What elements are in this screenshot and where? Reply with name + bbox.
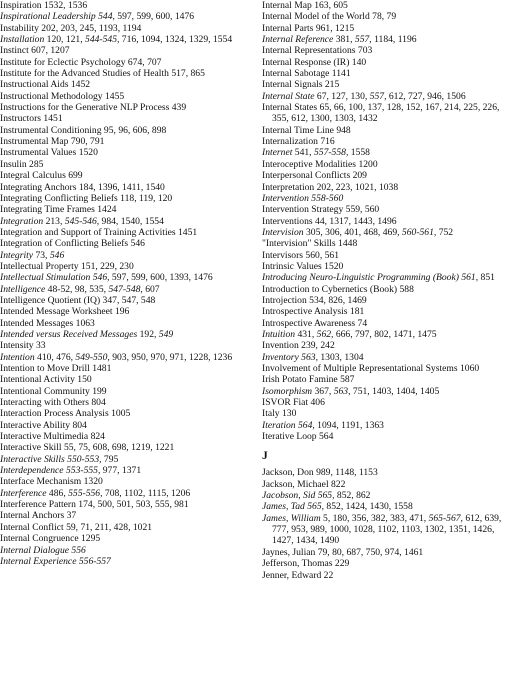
index-entry: Internet 541, 557-558, 1558 bbox=[262, 147, 370, 159]
index-entry: Internal Map 163, 605 bbox=[262, 0, 348, 11]
index-entry: Internal Reference 381, 557, 1184, 1196 bbox=[262, 34, 417, 46]
index-entry: Interpersonal Conflicts 209 bbox=[262, 170, 367, 182]
index-entry: Introduction to Cybernetics (Book) 588 bbox=[262, 283, 414, 295]
index-entry: Intellectual Stimulation 546, 597, 599, 600, 1393, 1476 bbox=[0, 272, 213, 284]
index-entry: Intellectual Property 151, 229, 230 bbox=[0, 260, 134, 272]
index-entry: Internal State 67, 127, 130, 557, 612, 727, 946, 1506 bbox=[262, 90, 466, 102]
index-entry: Internalization 716 bbox=[262, 136, 335, 148]
index-entry: Inspirational Leadership 544, 597, 599, 600, 1476 bbox=[0, 11, 195, 23]
index-entry: Instructional Methodology 1455 bbox=[0, 90, 125, 102]
index-entry: Interdependence 553-555, 977, 1371 bbox=[0, 465, 142, 477]
index-entry: Introducing Neuro-Linguistic Programming (Book) 561, 851 bbox=[262, 272, 495, 284]
index-entry: Interactive Ability 804 bbox=[0, 419, 87, 431]
index-letter-heading: J bbox=[262, 450, 268, 463]
index-entry: Instructions for the Generative NLP Process 439 bbox=[0, 102, 187, 114]
index-entry: Internal Anchors 37 bbox=[0, 510, 77, 522]
index-entry: Instructional Aids 1452 bbox=[0, 79, 91, 91]
index-entry: Internal Parts 961, 1215 bbox=[262, 22, 355, 34]
index-entry: Intrinsic Values 1520 bbox=[262, 260, 344, 272]
index-entry: Internal Conflict 59, 71, 211, 428, 1021 bbox=[0, 521, 153, 533]
index-entry: Intervention Strategy 559, 560 bbox=[262, 204, 380, 216]
index-entry: Jackson, Don 989, 1148, 1153 bbox=[262, 467, 378, 479]
index-entry: Instrumental Conditioning 95, 96, 606, 898 bbox=[0, 124, 167, 136]
index-entry: Internal Time Line 948 bbox=[262, 124, 351, 136]
index-entry: Institute for the Advanced Studies of Health 517, 865 bbox=[0, 68, 205, 80]
index-entry: Internal States 65, 66, 100, 137, 128, 152, 167, 214, 225, 226, 355, 612, 1300, 1303, 1432 bbox=[262, 102, 500, 125]
index-entry: Irish Potato Famine 587 bbox=[262, 374, 355, 386]
index-entry: Installation 120, 121, 544-545, 716, 1094, 1324, 1329, 1554 bbox=[0, 34, 233, 46]
index-entry: Interpretation 202, 223, 1021, 1038 bbox=[262, 181, 399, 193]
index-entry: Interactive Skill 55, 75, 608, 698, 1219, 1221 bbox=[0, 442, 175, 454]
index-entry: Introspective Awareness 74 bbox=[262, 317, 368, 329]
index-entry: Intervention 558-560 bbox=[262, 192, 344, 204]
index-entry: Isomorphism 367, 563, 751, 1403, 1404, 1405 bbox=[262, 385, 440, 397]
index-entry: James, William 5, 180, 356, 382, 383, 471, 565-567, 612, 639, 777, 953, 989, 1000, 1028, 1102, 1103, 1302, 1351, 1426, 1427, 1434, 1490 bbox=[262, 512, 502, 547]
index-entry: Jenner, Edward 22 bbox=[262, 569, 334, 581]
index-entry: Intensity 33 bbox=[0, 340, 46, 352]
index-entry: Integral Calculus 699 bbox=[0, 170, 83, 182]
index-entry: Intentional Community 199 bbox=[0, 385, 107, 397]
index-entry: Intervisors 560, 561 bbox=[262, 249, 340, 261]
index-entry: Interactive Multimedia 824 bbox=[0, 431, 105, 443]
index-entry: Jacobson, Sid 565, 852, 862 bbox=[262, 490, 371, 502]
index-entry: Introjection 534, 826, 1469 bbox=[262, 294, 367, 306]
index-entry: Insulin 285 bbox=[0, 158, 44, 170]
index-entry: Interventions 44, 1317, 1443, 1496 bbox=[262, 215, 397, 227]
index-entry: Jaynes, Julian 79, 80, 687, 750, 974, 1461 bbox=[262, 546, 424, 558]
index-entry: Interactive Skills 550-553, 795 bbox=[0, 453, 119, 465]
index-entry: Internal Sabotage 1141 bbox=[262, 68, 351, 80]
index-column-left bbox=[0, 0, 250, 567]
index-entry: Integration and Support of Training Activities 1451 bbox=[0, 226, 198, 238]
index-entry: Intentional Activity 150 bbox=[0, 374, 92, 386]
index-entry: Interoceptive Modalities 1200 bbox=[262, 158, 378, 170]
index-entry: Intended versus Received Messages 192, 549 bbox=[0, 328, 174, 340]
index-entry: Interference 486, 555-556, 708, 1102, 1115, 1206 bbox=[0, 487, 191, 499]
index-entry: Internal Representations 703 bbox=[262, 45, 373, 57]
index-entry: Involvement of Multiple Representational Systems 1060 bbox=[262, 363, 480, 374]
index-entry: Intended Messages 1063 bbox=[0, 317, 95, 329]
index-entry: Internal Signals 215 bbox=[262, 79, 340, 91]
index-entry: Internal Congruence 1295 bbox=[0, 533, 101, 545]
index-column-right bbox=[262, 0, 506, 581]
index-entry: Integration 213, 545-546, 984, 1540, 1554 bbox=[0, 215, 164, 227]
index-entry: Integrating Time Frames 1424 bbox=[0, 204, 117, 216]
index-entry: Integrating Anchors 184, 1396, 1411, 1540 bbox=[0, 181, 165, 193]
index-entry: Internal Model of the World 78, 79 bbox=[262, 11, 397, 23]
index-entry: Instability 202, 203, 245, 1193, 1194 bbox=[0, 22, 142, 34]
index-entry: Inspiration 1532, 1536 bbox=[0, 0, 88, 11]
index-entry: Intended Message Worksheet 196 bbox=[0, 306, 130, 318]
index-entry: Intervision 305, 306, 401, 468, 469, 560-561, 752 bbox=[262, 226, 454, 238]
index-entry: "Intervision" Skills 1448 bbox=[262, 238, 358, 250]
index-entry: Intention 410, 476, 549-550, 903, 950, 970, 971, 1228, 1236 bbox=[0, 351, 233, 363]
index-entry: Intelligence 48-52, 98, 535, 547-548, 607 bbox=[0, 283, 160, 295]
index-entry: Italy 130 bbox=[262, 408, 297, 420]
index-entry: James, Tad 565, 852, 1424, 1430, 1558 bbox=[262, 501, 413, 513]
index-entry: Internal Experience 556-557 bbox=[0, 555, 111, 567]
index-entry: Intelligence Quotient (IQ) 347, 547, 548 bbox=[0, 294, 156, 306]
index-entry: Introspective Analysis 181 bbox=[262, 306, 365, 318]
index-entry: Intention to Move Drill 1481 bbox=[0, 363, 112, 374]
index-entry: Jackson, Michael 822 bbox=[262, 478, 346, 490]
index-entry: Instinct 607, 1207 bbox=[0, 45, 70, 57]
index-entry: Institute for Eclectic Psychology 674, 707 bbox=[0, 56, 162, 68]
index-entry: ISVOR Fiat 406 bbox=[262, 397, 325, 409]
index-entry: Integrating Conflicting Beliefs 118, 119, 120 bbox=[0, 192, 173, 204]
index-entry: Interacting with Others 804 bbox=[0, 397, 106, 409]
index-entry: Iterative Loop 564 bbox=[262, 431, 334, 443]
index-entry: Instructors 1451 bbox=[0, 113, 63, 125]
index-entry: Interface Mechanism 1320 bbox=[0, 476, 103, 488]
index-entry: Internal Response (IR) 140 bbox=[262, 56, 367, 68]
index-entry: Instrumental Values 1520 bbox=[0, 147, 98, 159]
index-entry: Interaction Process Analysis 1005 bbox=[0, 408, 131, 420]
index-entry: Integration of Conflicting Beliefs 546 bbox=[0, 238, 145, 250]
index-entry: Internal Dialogue 556 bbox=[0, 544, 86, 556]
index-entry: Invention 239, 242 bbox=[262, 340, 335, 352]
index-entry: Integrity 73, 546 bbox=[0, 249, 65, 261]
index-entry: Instrumental Map 790, 791 bbox=[0, 136, 105, 148]
index-entry: Inventory 563, 1303, 1304 bbox=[262, 351, 364, 363]
index-entry: Jefferson, Thomas 229 bbox=[262, 558, 350, 570]
index-entry: Interference Pattern 174, 500, 501, 503, 555, 981 bbox=[0, 499, 189, 511]
index-entry: Intuition 431, 562, 666, 797, 802, 1471, 1475 bbox=[262, 328, 437, 340]
index-entry: Iteration 564, 1094, 1191, 1363 bbox=[262, 419, 384, 431]
